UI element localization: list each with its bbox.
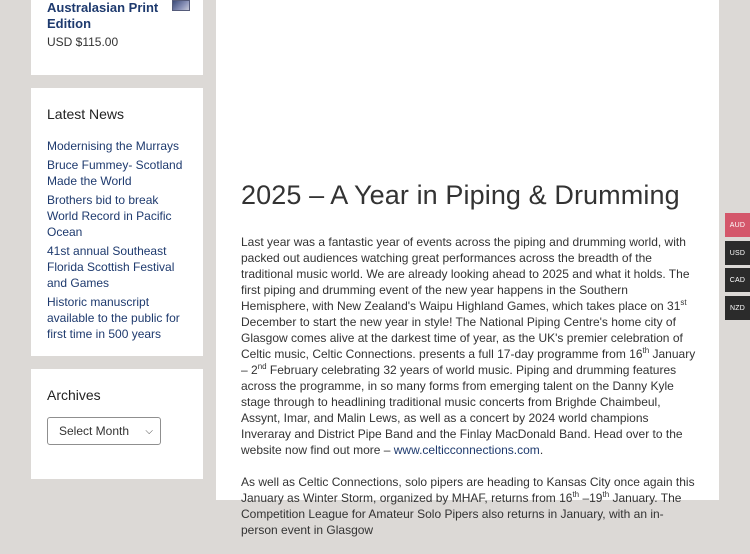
- p2-text-a: As well as Celtic Connections, solo pipers are heading to Kansas City once again this January as Winter Storm, organized by MHAF, returns from 16: [241, 475, 695, 505]
- news-list: [47, 138, 187, 342]
- sup-th-2: th: [572, 490, 580, 499]
- currency-usd-button[interactable]: USD: [725, 241, 750, 265]
- post-paragraph-1: [241, 234, 697, 458]
- p2-text-b: –19: [579, 491, 603, 505]
- sup-th: th: [642, 346, 650, 355]
- archives-select-value: Select Month: [59, 424, 130, 438]
- p1-text-e: .: [539, 443, 544, 457]
- latest-news-widget: [31, 88, 203, 356]
- p1-text-d: February celebrating 32 years of world music. Piping and drumming features across the programme, in so many forms from emerging talent on the Danny Kyle stage through to headlining traditional music concerts from Brighde Chaimbeul, Assynt, Imar, and Malin Lews, as well as a concert by 2024 world champions Inveraray and District Pipe Band and the Finlay MacDonald Band. Head over to the website now find out more –: [241, 363, 683, 457]
- news-link-modernising-murrays[interactable]: Modernising the Murrays: [47, 139, 180, 153]
- archives-widget: [31, 369, 203, 479]
- p2-text-c: January. The Competition League for Amateur Solo Pipers also returns in January, with an in-person event in Glasgow: [241, 491, 682, 537]
- sup-th-3: th: [602, 490, 610, 499]
- chevron-down-icon: ⌵: [145, 425, 153, 437]
- currency-nzd-button[interactable]: NZD: [725, 296, 750, 320]
- celtic-connections-link[interactable]: www.celticconnections.com: [393, 443, 540, 457]
- sup-st: st: [680, 298, 687, 307]
- archives-title: Archives: [47, 387, 101, 403]
- p1-text-c: January – 2: [241, 347, 696, 377]
- product-title-link[interactable]: [47, 0, 187, 32]
- main-content: [216, 0, 719, 537]
- currency-cad-button[interactable]: CAD: [725, 268, 750, 292]
- news-link-bruce-fummey[interactable]: Bruce Fummey- Scotland Made the World: [47, 158, 183, 188]
- sup-nd: nd: [257, 362, 267, 371]
- news-link-brothers-world-record[interactable]: Brothers bid to break World Record in Pacific Ocean: [47, 193, 172, 239]
- currency-aud-button[interactable]: AUD: [725, 213, 750, 237]
- post-paragraph-2: [241, 474, 697, 538]
- p1-text-b: December to start the new year in style! The National Piping Centre's home city of Glasgow comes alive at the darkest time of year, as the UK's premier celebration of Celtic music, Celtic Connections. presents a full 17-day programme from 16: [241, 315, 683, 361]
- archives-month-select[interactable]: [47, 417, 161, 445]
- news-link-florida-scottish-festival[interactable]: 41st annual Southeast Florida Scottish Festival and Games: [47, 244, 175, 290]
- product-title-line2: Edition: [47, 16, 92, 31]
- product-price: USD $115.00: [47, 35, 119, 49]
- product-thumbnail-image[interactable]: [172, 0, 190, 11]
- product-widget: [31, 0, 203, 75]
- latest-news-title: Latest News: [47, 106, 125, 122]
- product-title-line1: Australasian Print: [47, 0, 159, 15]
- news-link-historic-manuscript[interactable]: Historic manuscript available to the public for first time in 500 years: [47, 295, 180, 341]
- post-body: [241, 234, 697, 554]
- p1-text-a: Last year was a fantastic year of events across the piping and drumming world, with packed out audiences watching great performances across the breadth of the traditional music world. We are already looking ahead to 2025 and what it holds. The first piping and drumming event of the new year happens in the Southern Hemisphere, with New Zealand's Waipu Highland Games, which takes place on 31: [241, 235, 690, 313]
- post-title: 2025 – A Year in Piping & Drumming: [241, 180, 680, 210]
